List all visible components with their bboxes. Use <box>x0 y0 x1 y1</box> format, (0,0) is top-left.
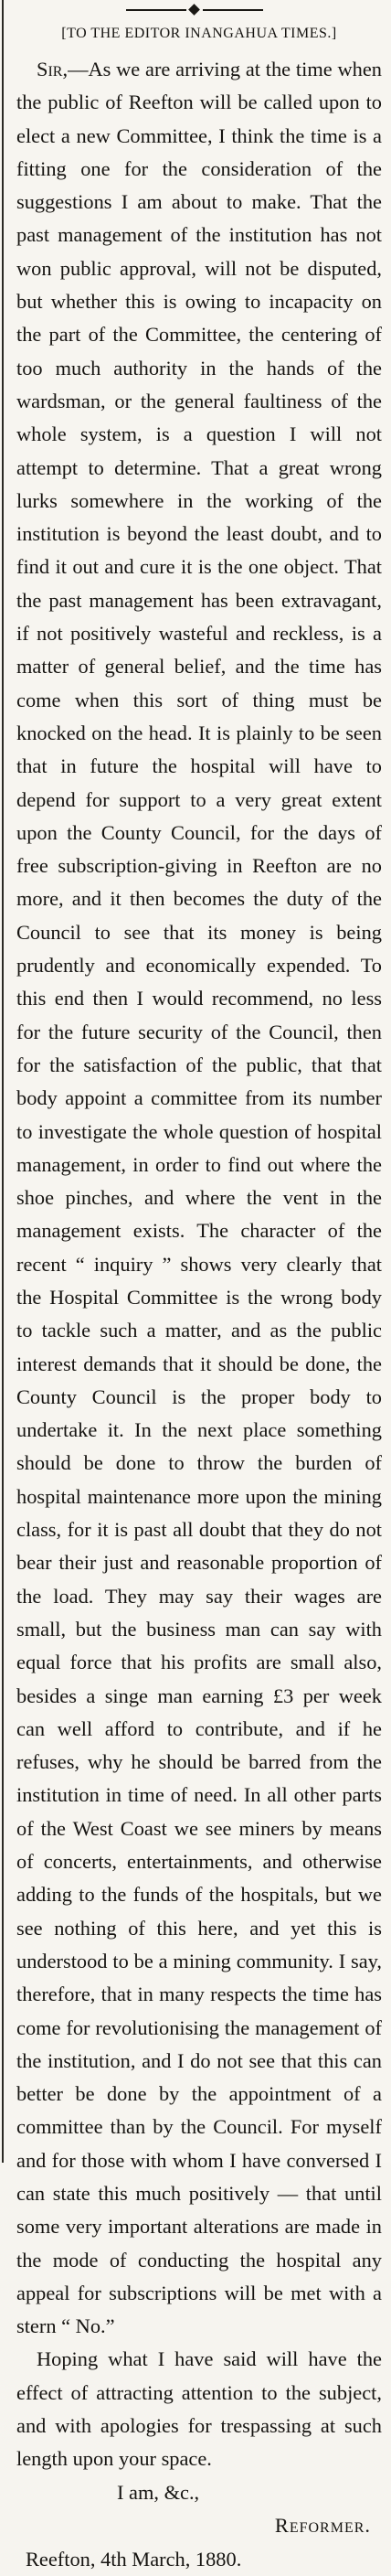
signature: Reformer. <box>274 2514 371 2538</box>
salutation: Sir, <box>37 58 69 80</box>
ornament-diamond-icon <box>188 4 200 16</box>
ornament-line-left <box>126 9 186 11</box>
closing-phrase: I am, &c., <box>117 2480 200 2504</box>
dateline: Reefton, 4th March, 1880. <box>26 2547 242 2571</box>
ornamental-rule <box>126 4 263 16</box>
letter-paragraph-2: Hoping what I have said will have the effect of attracting attention to the subject, and with apologies for trespassing at such length upon your space. <box>16 2347 382 2471</box>
column-rule <box>2 0 4 2163</box>
letter-body <box>16 22 382 2576</box>
paragraph-1-text: —As we are arriving at the time when the public of Reefton will be called upon to elect a new Committee, I think the time is a fitting one for the consideration of the suggestions I am about to make. That the past management of the institution has not won public approval, will not be disputed, but whether this is owing to incapacity on the part of the Committee, the centering of too much authority in the hands of the wardsman, or the general faultiness of the whole system, is a question I will not attempt to determine. That a great wrong lurks somewhere in the working of the institution is beyond the least doubt, and to find it out and cure it is the one object. That the past management has been extravagant, if not positively wasteful and reckless, is a matter of general belief, and the time has come when this sort of thing must be knocked on the head. It is plainly to be seen that in future the hospital will have to depend for support to a very great extent upon the County Council, for the days of free subscription-giving in Reefton are no more, and it then becomes the duty of the Council to see that its money is being prudently and economically expended. To this end then I would recommend, no less for the future security of the Council, then for the satisfaction of the public, that that body appoint a committee from its number to investigate the whole question of hospital management, in order to find out where the shoe pinches, and where the vent in the management exists. The character of the recent “ inquiry ” shows very clearly that the Hospital Committee is the wrong body to tackle such a matter, and as the public interest demands that it should be done, the County Council is the proper body to undertake it. In the next place something should be done to throw the burden of hospital maintenance more upon the mining class, for it is past all doubt that they do not bear their just and reasonable proportion of the load. They may say their wages are small, but the business man can say with equal force that his profits are small also, besides a singe man earning £3 per week can well afford to contribute, and if he refuses, why he should be barred from the institution in time of need. In all other parts of the West Coast we see miners by means of concerts, entertainments, and otherwise adding to the funds of the hospitals, but we see nothing of this here, and yet this is understood to be a mining community. I say, therefore, that in many respects the time has come for revolutionising the management of the institution, and I do not see that this can better be done by the appointment of a committee than by the Council. For myself and for those with whom I have conversed I can state this much positively — that until some very important alterations are made in the mode of conducting the hospital any appeal for subscriptions will be met with a stern “ No.” <box>16 58 382 2338</box>
letter-paragraph-1 <box>16 53 382 2343</box>
ornament-line-right <box>203 9 263 11</box>
letter-heading: [TO THE EDITOR INANGAHUA TIMES.] <box>61 26 337 41</box>
